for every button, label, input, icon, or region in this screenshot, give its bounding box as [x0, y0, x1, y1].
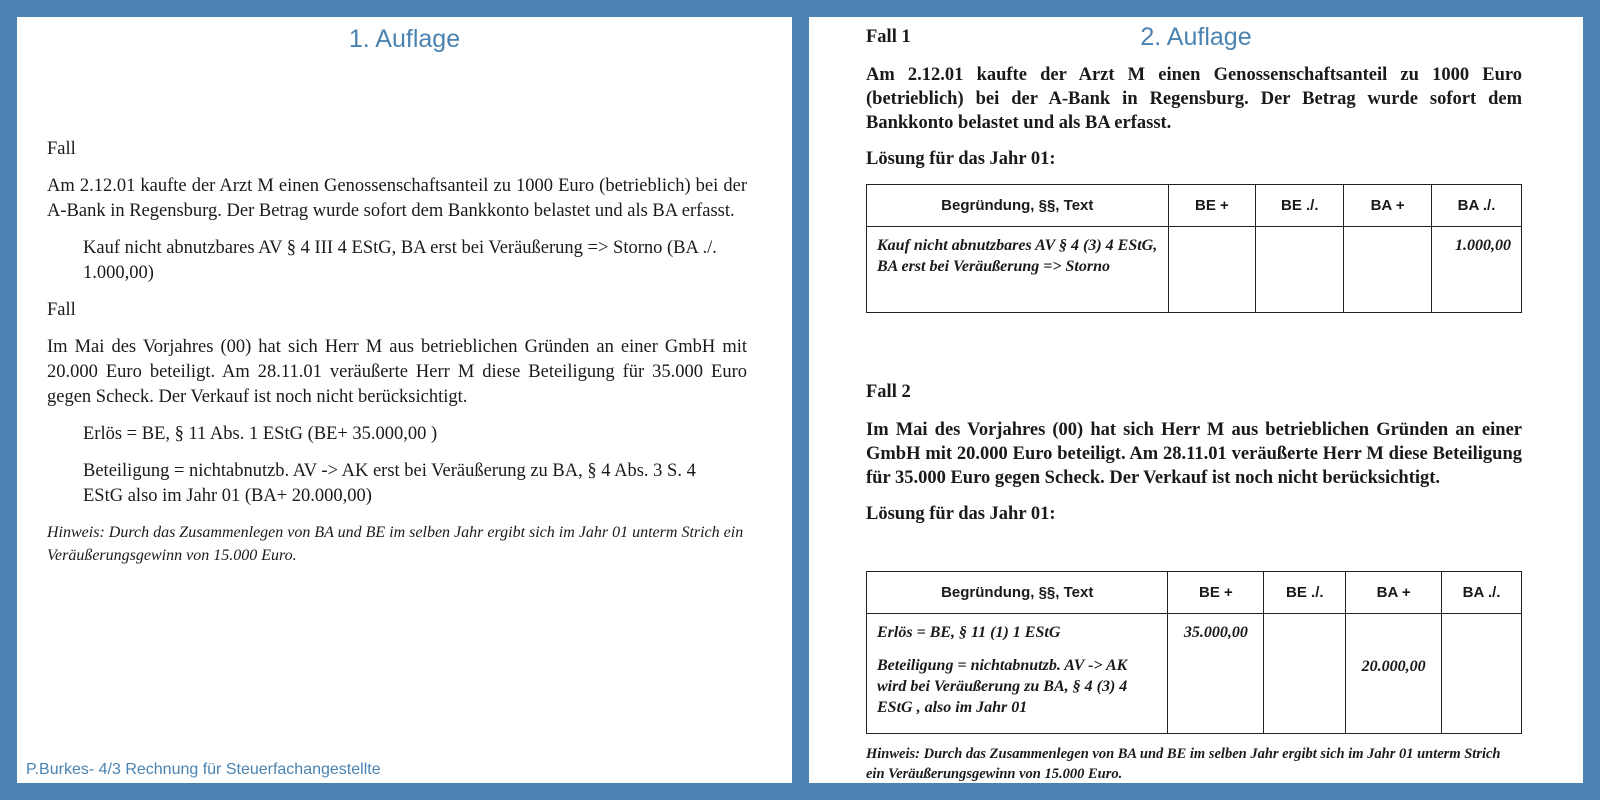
left-page-content — [47, 137, 747, 579]
right-fall1-text: Am 2.12.01 kaufte der Arzt M einen Genossenschaftsanteil zu 1000 Euro (betrieblich) bei der A-Bank in Regensburg. Der Betrag wurde sofort dem Bankkonto belastet und als BA erfasst. — [866, 65, 1522, 133]
left-hint: Hinweis: Durch das Zusammenlegen von BA und BE im selben Jahr ergibt sich im Jahr 01 unterm Strich ein Veräußerungsgewinn von 15.000 Euro. — [47, 524, 744, 564]
right-fall1-label: Fall 1 — [866, 27, 911, 47]
cell-be-plus: 35.000,00 — [1168, 614, 1264, 734]
cell-ba-plus — [1344, 227, 1432, 313]
col-header-ba-plus: BA + — [1346, 572, 1442, 614]
table-row — [867, 614, 1522, 734]
col-header-be-plus: BE + — [1168, 185, 1256, 227]
left-fall1-text: Am 2.12.01 kaufte der Arzt M einen Genossenschaftsanteil zu 1000 Euro (betrieblich) bei der A-Bank in Regensburg. Der Betrag wurde sofort dem Bankkonto belastet und als BA erfasst. — [47, 176, 747, 221]
right-fall2-solution-table — [866, 571, 1522, 734]
col-header-be-plus: BE + — [1168, 572, 1264, 614]
right-fall1-solution-table — [866, 184, 1522, 313]
right-fall1-loesung: Lösung für das Jahr 01: — [866, 149, 1056, 169]
col-header-be-minus: BE ./. — [1256, 185, 1344, 227]
right-fall2-loesung: Lösung für das Jahr 01: — [866, 504, 1056, 524]
col-header-ba-minus: BA ./. — [1442, 572, 1522, 614]
cell-begruendung-line-1: Erlös = BE, § 11 (1) 1 EStG — [877, 624, 1061, 641]
cell-ba-minus: 1.000,00 — [1432, 227, 1522, 313]
col-header-begruendung: Begründung, §§, Text — [867, 572, 1168, 614]
footer-credit: P.Burkes- 4/3 Rechnung für Steuerfachangestellte — [26, 761, 381, 778]
right-page-panel — [809, 17, 1583, 783]
cell-begruendung-line-2: Beteiligung = nichtabnutzb. AV -> AK wird bei Veräußerung zu BA, § 4 (3) 4 EStG , also im Jahr 01 — [877, 657, 1128, 716]
right-fall2-label: Fall 2 — [866, 382, 911, 402]
col-header-be-minus: BE ./. — [1264, 572, 1346, 614]
cell-be-minus — [1256, 227, 1344, 313]
cell-begruendung — [867, 614, 1168, 734]
cell-be-minus — [1264, 614, 1346, 734]
cell-ba-plus: 20.000,00 — [1346, 614, 1442, 734]
col-header-ba-plus: BA + — [1344, 185, 1432, 227]
table-header-row — [867, 572, 1522, 614]
table-row — [867, 227, 1522, 313]
right-fall2-text: Im Mai des Vorjahres (00) hat sich Herr M aus betrieblichen Gründen an einer GmbH mit 20.000 Euro beteiligt. Am 28.11.01 veräußerte Herr M diese Beteiligung für 35.000 Euro gegen Scheck. Der Verkauf ist noch nicht berücksichtigt. — [866, 420, 1522, 488]
col-header-begruendung: Begründung, §§, Text — [867, 185, 1169, 227]
left-fall2-text: Im Mai des Vorjahres (00) hat sich Herr M aus betrieblichen Gründen an einer GmbH mit 20.000 Euro beteiligt. Am 28.11.01 veräußerte Herr M diese Beteiligung für 35.000 Euro gegen Scheck. Der Verkauf ist noch nicht berücksichtigt. — [47, 337, 747, 407]
cell-ba-minus — [1442, 614, 1522, 734]
left-page-panel — [17, 17, 792, 783]
col-header-ba-minus: BA ./. — [1432, 185, 1522, 227]
left-fall1-solution: Kauf nicht abnutzbares AV § 4 III 4 EStG, BA erst bei Veräußerung => Storno (BA ./. 1.000,00) — [83, 238, 717, 283]
table-header-row — [867, 185, 1522, 227]
right-hint: Hinweis: Durch das Zusammenlegen von BA und BE im selben Jahr ergibt sich im Jahr 01 unterm Strich ein Veräußerungsgewinn von 15.000 Euro. — [866, 746, 1501, 782]
cell-begruendung: Kauf nicht abnutzbares AV § 4 (3) 4 EStG, BA erst bei Veräußerung => Storno — [867, 227, 1169, 313]
left-fall2-solution-2: Beteiligung = nichtabnutzb. AV -> AK erst bei Veräußerung zu BA, § 4 Abs. 3 S. 4 EStG also im Jahr 01 (BA+ 20.000,00) — [83, 461, 696, 506]
left-fall2-label: Fall — [47, 300, 76, 320]
left-page-title: 1. Auflage — [348, 25, 461, 53]
cell-be-plus — [1168, 227, 1256, 313]
right-fall1-block — [866, 63, 1522, 171]
left-fall2-solution-1: Erlös = BE, § 11 Abs. 1 EStG (BE+ 35.000,00 ) — [83, 424, 438, 444]
right-page-title: 2. Auflage — [1140, 23, 1252, 51]
right-fall2-block — [866, 418, 1522, 526]
left-fall1-label: Fall — [47, 139, 76, 159]
